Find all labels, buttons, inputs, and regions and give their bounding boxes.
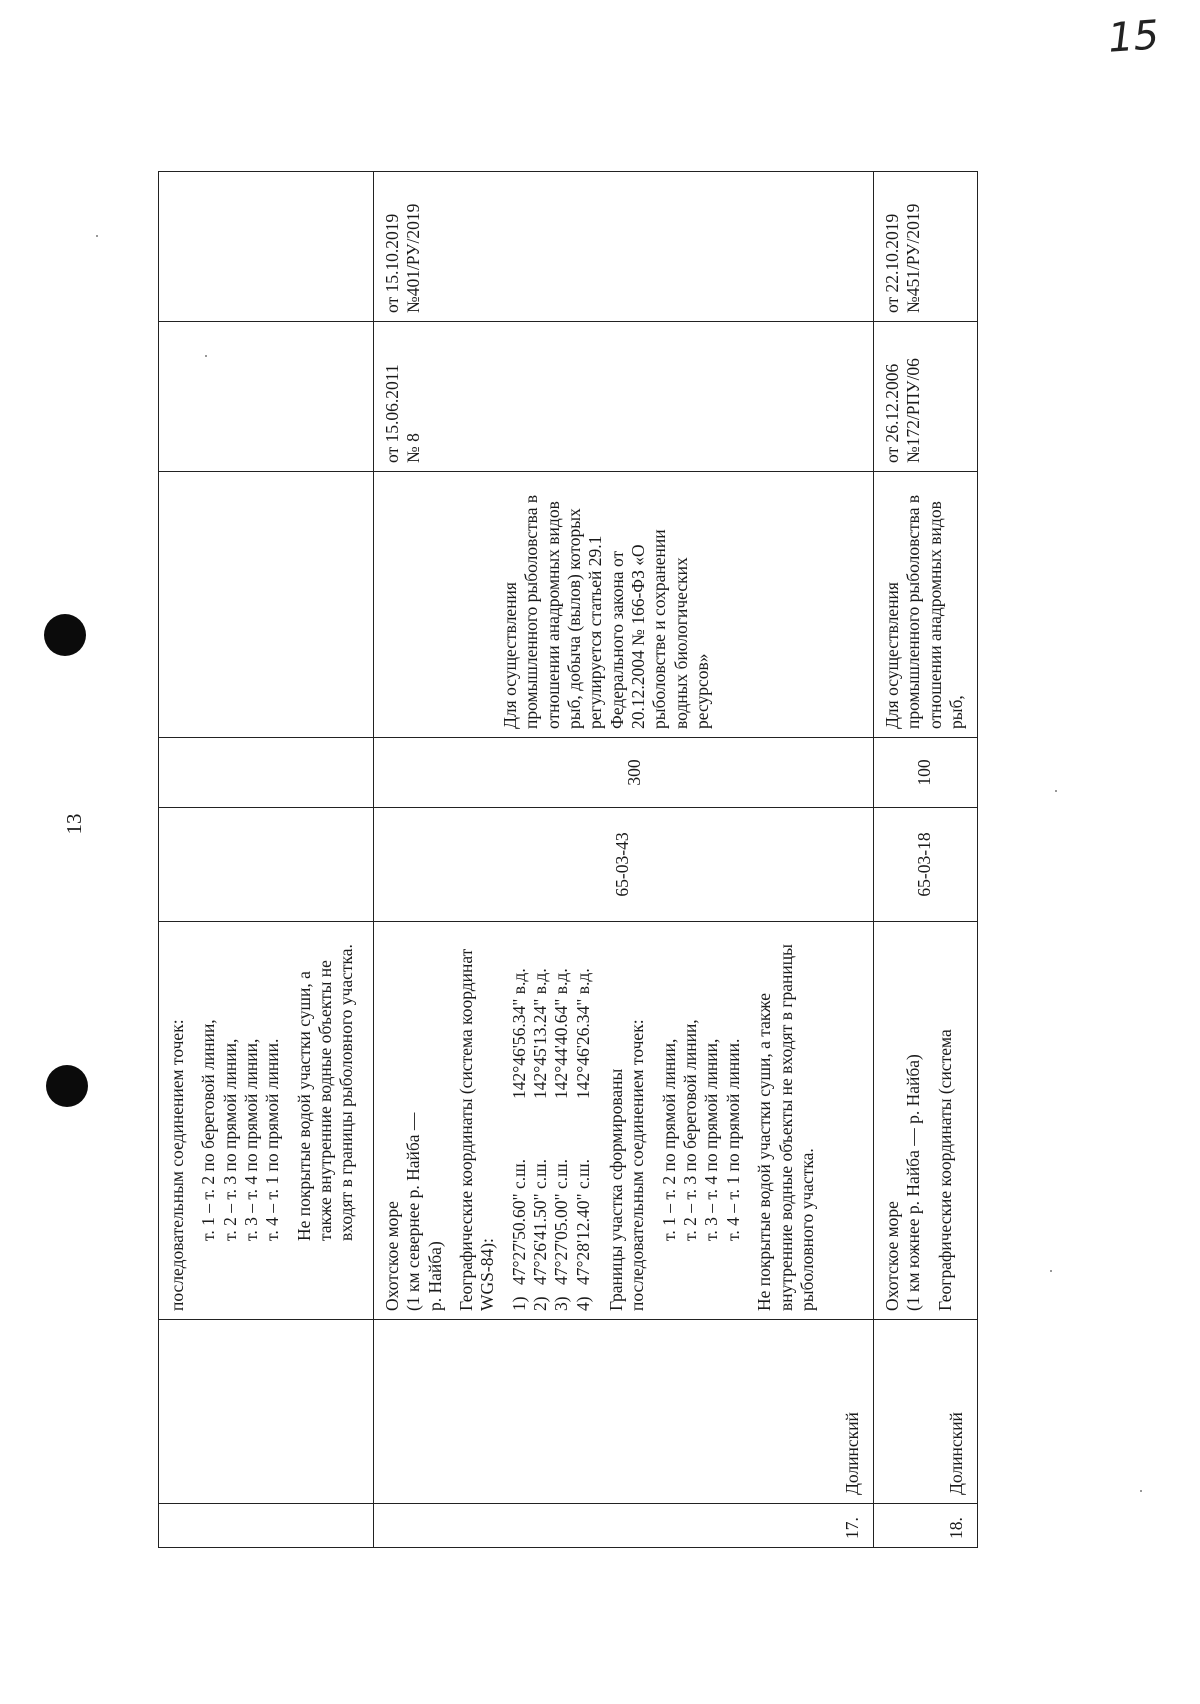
coordinate-index: 4) — [572, 1296, 593, 1311]
segment-item: т. 4 – т. 1 по прямой линии. — [262, 1038, 283, 1241]
coordinate-index: 1) — [508, 1296, 529, 1311]
cell-code: 65-03-43 — [374, 808, 874, 922]
order-number: №172/РПУ/06 — [903, 358, 924, 463]
coordinates-heading: Географические координаты (система — [934, 1029, 955, 1311]
boundary-heading: последовательным соединением точек: — [167, 1019, 187, 1311]
cell-number: 18. — [874, 1504, 978, 1548]
location-name: Охотское море — [382, 1201, 402, 1311]
coordinate-row — [530, 930, 551, 1311]
coordinate-latitude: 47°27'50.60" с.ш. — [508, 1158, 529, 1285]
coordinate-row — [551, 930, 572, 1311]
certificate-number: №401/РУ/2019 — [403, 203, 424, 313]
coordinate-index: 3) — [551, 1296, 572, 1311]
coordinate-index: 2) — [530, 1296, 551, 1311]
location-detail: (1 км южнее р. Найба — р. Найба) — [903, 1054, 924, 1311]
segment-item: т. 2 – т. 3 по береговой линии, — [680, 1019, 701, 1241]
fishing-areas-table — [158, 171, 978, 1548]
cell-description — [374, 922, 874, 1320]
segment-list — [198, 930, 283, 1311]
coordinate-latitude: 47°27'05.00" с.ш. — [551, 1158, 572, 1285]
cell-number: 17. — [374, 1504, 874, 1548]
cell-area: 100 — [874, 738, 978, 808]
certificate-number: №451/РУ/2019 — [903, 203, 924, 313]
purpose-text: Для осуществления промышленного рыболовства в отношении анадромных видов рыб, — [882, 494, 967, 729]
cell-district: Долинский — [374, 1320, 874, 1504]
handwritten-page-number: 15 — [1106, 12, 1161, 62]
cell-district — [159, 1320, 374, 1504]
coordinate-longitude: 142°45'13.24" в.д. — [530, 968, 551, 1099]
exclusion-note: Не покрытые водой участки суши, а также внутренние водные объекты не входят в границы рыболовного участка. — [293, 944, 357, 1241]
order-date: от 15.06.2011 — [382, 364, 402, 463]
cell-code: 65-03-18 — [874, 808, 978, 922]
cell-description — [874, 922, 978, 1320]
cell-description — [159, 922, 374, 1320]
cell-certificate — [874, 172, 978, 322]
location-detail: (1 км севернее р. Найба — — [403, 1112, 424, 1311]
coordinate-longitude: 142°44'40.64" в.д. — [551, 968, 572, 1099]
cell-purpose — [374, 472, 874, 738]
table-row-continuation — [159, 172, 374, 1548]
segment-item: т. 4 – т. 1 по прямой линии. — [722, 1038, 743, 1241]
cell-certificate — [159, 172, 374, 322]
coordinate-longitude: 142°46'26.34" в.д. — [572, 968, 593, 1099]
segment-item: т. 3 – т. 4 по прямой линии, — [241, 1038, 262, 1241]
coordinates-list — [509, 930, 594, 1311]
cell-certificate — [374, 172, 874, 322]
coordinates-heading: Географические координаты (система координат WGS-84): — [456, 948, 498, 1311]
cell-district: Долинский — [874, 1320, 978, 1504]
cell-area: 300 — [374, 738, 874, 808]
certificate-date: от 15.10.2019 — [382, 213, 402, 313]
cell-number — [159, 1504, 374, 1548]
location-name: Охотское море — [882, 1201, 902, 1311]
cell-order — [874, 322, 978, 472]
certificate-date: от 22.10.2019 — [882, 213, 902, 313]
printed-page-number: 13 — [62, 813, 86, 835]
location-detail: р. Найба) — [424, 1241, 445, 1311]
cell-code — [159, 808, 374, 922]
order-date: от 26.12.2006 — [882, 363, 902, 463]
cell-order — [159, 322, 374, 472]
segment-item: т. 3 – т. 4 по прямой линии, — [701, 1038, 722, 1241]
cell-order — [374, 322, 874, 472]
location-block — [382, 930, 446, 1311]
boundary-heading: Границы участка сформированы последовательным соединением точек: — [606, 1019, 648, 1311]
cell-purpose — [159, 472, 374, 738]
coordinate-latitude: 47°28'12.40" с.ш. — [572, 1158, 593, 1285]
cell-area — [159, 738, 374, 808]
segment-list — [659, 930, 744, 1311]
exclusion-note: Не покрытые водой участки суши, а также внутренние водные объекты не входят в границы рыболовного участка. — [754, 944, 817, 1311]
table-row-18 — [874, 172, 978, 1548]
table-row-17 — [374, 172, 874, 1548]
coordinate-row — [509, 930, 530, 1311]
coordinate-latitude: 47°26'41.50" с.ш. — [530, 1158, 551, 1285]
order-number: № 8 — [403, 433, 424, 463]
segment-item: т. 2 – т. 3 по прямой линии, — [219, 1038, 240, 1241]
coordinate-row — [573, 930, 594, 1311]
location-block — [882, 930, 925, 1311]
coordinate-longitude: 142°46'56.34" в.д. — [508, 968, 529, 1099]
segment-item: т. 1 – т. 2 по береговой линии, — [198, 1019, 219, 1241]
cell-purpose — [874, 472, 978, 738]
segment-item: т. 1 – т. 2 по прямой линии, — [658, 1038, 679, 1241]
purpose-text: Для осуществления промышленного рыболовства в отношении анадромных видов рыб, добыча (вылов) которых регулируется статьей 29.1 Федерального закона от 20.12.2004 № 166-ФЗ «О рыболовстве и сохранении водных биологических ресурсов» — [500, 494, 713, 729]
